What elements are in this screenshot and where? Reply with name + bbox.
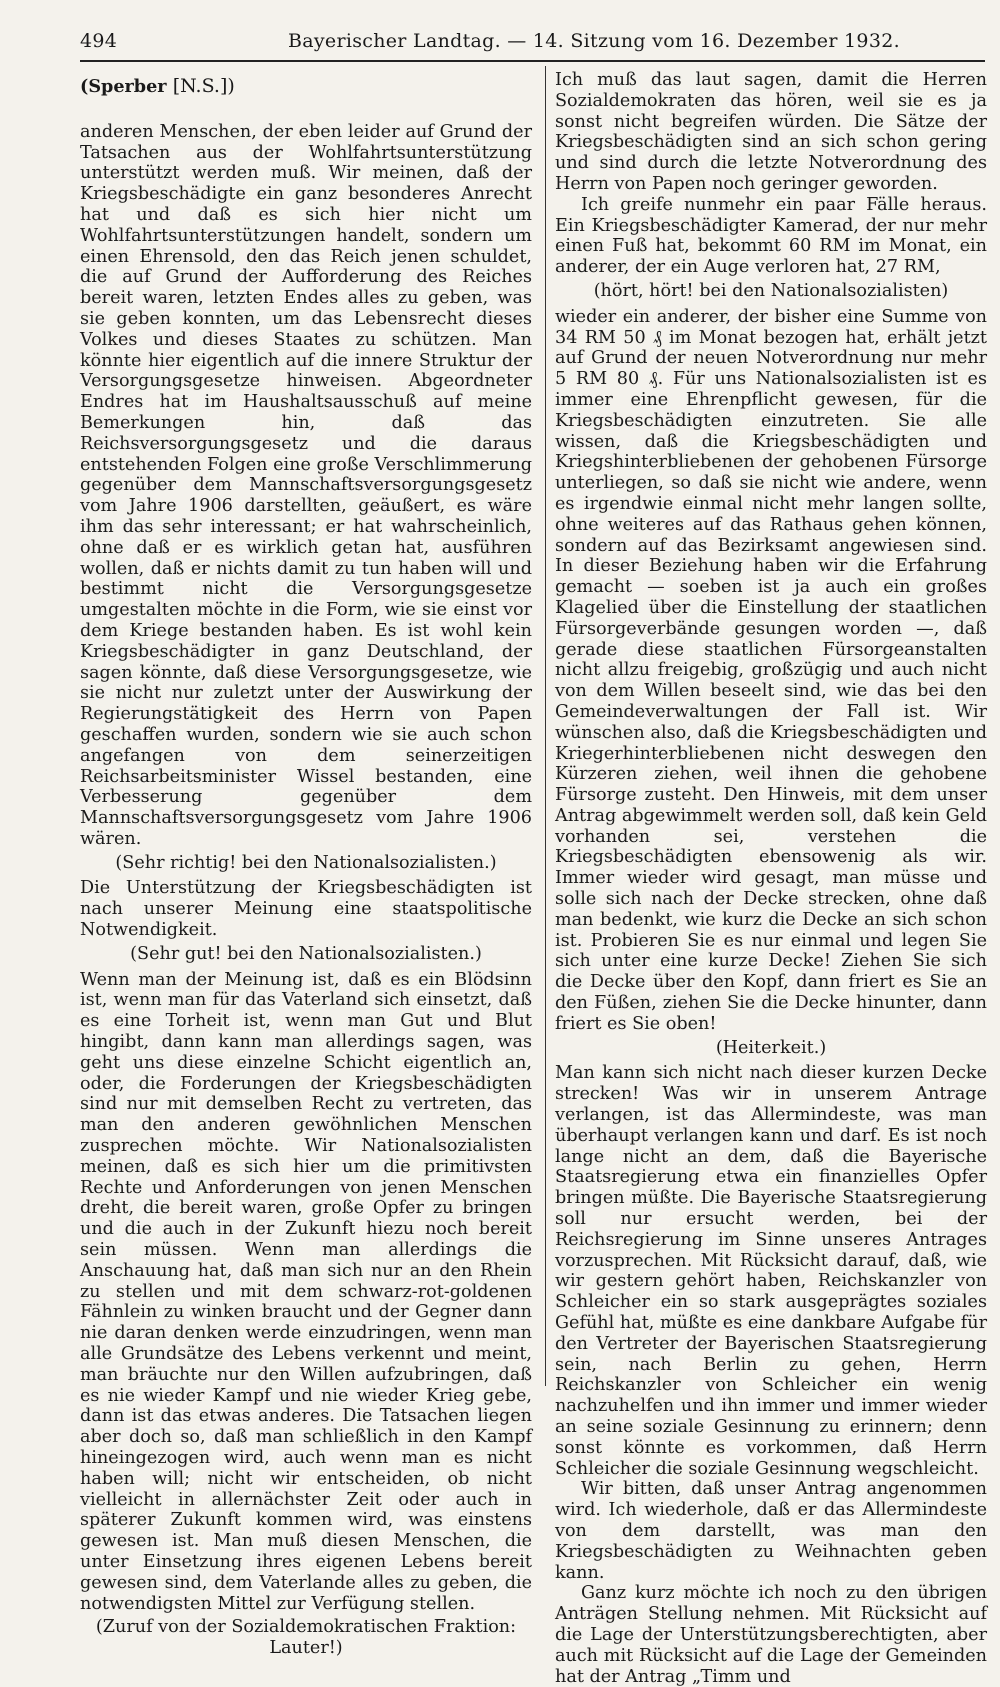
speaker-party: [N.S.]) xyxy=(172,75,235,97)
body-paragraph: Wenn man der Meinung ist, daß es ein Blödsinn ist, wenn man für das Vaterland sich einsetzt, daß es eine Torheit ist, wenn man Gut und Blut hingibt, dann kann man allerdings sagen, was geht uns diese einzelne Schicht eigentlich an, oder, die Forderungen der Kriegsbeschädigten sind nur mit demselben Recht zu vertreten, das man den anderen gewöhnlichen Menschen zusprechen möchte. Wir Nationalsozialisten meinen, daß es sich hier um die primitivsten Rechte und Anforderungen von jenen Menschen dreht, die bereit waren, große Opfer zu bringen und die auch in der Zukunft hiezu noch bereit sein müssen. Wenn man allerdings die Anschauung hat, daß man sich nur an den Rhein zu stellen und mit dem schwarz-rot-goldenen Fähnlein zu winken braucht und der Gegner dann nie daran denken werde einzudringen, wenn man alle Grundsätze des Lebens verkennt und meint, man bräuchte nur den Willen aufzubringen, daß es nie wieder Kampf und nie wieder Krieg gebe, dann ist das etwas anderes. Die Tatsachen liegen aber doch so, daß man schließlich in den Kampf hineingezogen wird, auch wenn man es nicht haben will; nicht wir entscheiden, ob nicht vielleicht in allernächster Zeit oder auch in späterer Zukunft kommen wird, was einstens gewesen ist. Man muß diesen Menschen, die unter Einsetzung ihres eigenen Lebens bereit gewesen sind, dem Vaterlande alles zu geben, die notwendigsten Mittel zur Verfügung stellen. xyxy=(80,969,532,1614)
interjection: (hört, hört! bei den Nationalsozialisten) xyxy=(593,280,949,301)
left-column xyxy=(80,70,532,1664)
interjection: (Sehr gut! bei den Nationalsozialisten.) xyxy=(130,943,482,964)
body-paragraph: anderen Menschen, der eben leider auf Grund der Tatsachen aus der Wohlfahrtsunterstützung unterstützt werden muß. Wir meinen, daß der Kriegsbeschädigte ein ganz besonderes Anrecht hat und daß es sich hier nicht um Wohlfahrtsunterstützungen handelt, sondern um einen Ehrensold, den das Reich jenen schuldet, die auf Grund der Aufforderung des Reiches bereit waren, letzten Endes alles zu geben, was sie geben konnten, um das Lebensrecht dieses Volkes und dieses Staates zu schützen. Man könnte hier eigentlich auf die innere Struktur der Versorgungsgesetze hinweisen. Abgeordneter Endres hat im Haushaltsausschuß auf meine Bemerkungen hin, daß das Reichsversorgungsgesetz und die daraus entstehenden Folgen eine große Verschlimmerung gegenüber dem Mannschaftsversorgungsgesetz vom Jahre 1906 darstellten, geäußert, es wäre ihm das sehr interessant; er hat wahrscheinlich, ohne daß er es wirklich getan hat, ausführen wollen, daß er nichts damit zu tun haben will und bestimmt nicht die Versorgungsgesetze umgestalten möchte in die Form, wie sie einst vor dem Kriege bestanden haben. Es ist wohl kein Kriegsbeschädigter in ganz Deutschland, der sagen könnte, daß diese Versorgungsgesetze, wie sie nicht nur zuletzt unter der Auswirkung der Regierungstätigkeit des Herrn von Papen geschaffen wurden, sondern wie sie auch schon angefangen von dem seinerzeitigen Reichsarbeitsminister Wissel bestanden, eine Verbesserung gegenüber dem Mannschaftsversorgungsgesetz vom Jahre 1906 wären. xyxy=(80,121,532,849)
header-rule xyxy=(80,60,985,62)
column-divider xyxy=(545,66,546,1386)
body-paragraph: Man kann sich nicht nach dieser kurzen Decke strecken! Was wir in unserem Antrage verlangen, ist das Allermindeste, was man überhaupt verlangen kann und darf. Es ist noch lange nicht an dem, daß die Bayerische Staatsregierung etwa ein finanzielles Opfer bringen müßte. Die Bayerische Staatsregierung soll nur ersucht werden, bei der Reichsregierung im Sinne unseres Antrages vorzusprechen. Mit Rücksicht darauf, daß, wie wir gestern gehört haben, Reichskanzler von Schleicher ein so stark ausgeprägtes soziales Gefühl hat, müßte es eine dankbare Aufgabe für den Vertreter der Bayerischen Staatsregierung sein, nach Berlin zu gehen, Herrn Reichskanzler von Schleicher ein wenig nachzuhelfen und ihn immer und immer wieder an seine soziale Gesinnung zu erinnern; denn sonst könnte es vorkommen, daß Herrn Schleicher die soziale Gesinnung wegschleicht. xyxy=(555,1063,987,1479)
right-column xyxy=(555,70,987,1687)
running-title: Bayerischer Landtag. — 14. Sitzung vom 16. Dezember 1932. xyxy=(288,30,900,52)
body-paragraph: Ich greife nunmehr ein paar Fälle heraus. Ein Kriegsbeschädigter Kamerad, der nur mehr einen Fuß hat, bekommt 60 RM im Monat, ein anderer, der ein Auge verloren hat, 27 RM, xyxy=(555,194,987,278)
body-paragraph: Die Unterstützung der Kriegsbeschädigten ist nach unserer Meinung eine staatspolitische Notwendigkeit. xyxy=(80,878,532,941)
interjection: (Heiterkeit.) xyxy=(715,1037,827,1058)
running-header xyxy=(80,30,985,56)
interjection: (Zuruf von der Sozialdemokratischen Fraktion: Lauter!) xyxy=(95,1617,517,1659)
body-paragraph: Wir bitten, daß unser Antrag angenommen wird. Ich wiederhole, daß er das Allermindeste von dem darstellt, was man den Kriegsbeschädigten zu Weihnachten geben kann. xyxy=(555,1479,987,1583)
page-number: 494 xyxy=(80,30,118,52)
speaker-heading xyxy=(80,76,532,98)
interjection: (Sehr richtig! bei den Nationalsozialisten.) xyxy=(115,852,497,873)
speaker-name: (Sperber xyxy=(80,76,167,97)
body-paragraph: wieder ein anderer, der bisher eine Summe von 34 RM 50 ₰ im Monat bezogen hat, erhält jetzt auf Grund der neuen Notverordnung nur mehr 5 RM 80 ₰. Für uns Nationalsozialisten ist es immer eine Ehrenpflicht gewesen, für die Kriegsbeschädigten einzutreten. Sie alle wissen, daß die Kriegsbeschädigten und Kriegshinterbliebenen der gehobenen Fürsorge unterliegen, so daß sie nicht wie andere, wenn es irgendwie einmal nicht mehr langen sollte, ohne weiteres auf das Rathaus gehen können, sondern auf das Bezirksamt angewiesen sind. In dieser Beziehung haben wir die Erfahrung gemacht — soeben ist ja auch ein großes Klagelied über die Einstellung der staatlichen Fürsorgeverbände gesungen worden —, daß gerade diese staatlichen Fürsorgeanstalten nicht allzu freigebig, großzügig und auch nicht von dem Willen beseelt sind, wie das bei den Gemeindeverwaltungen der Fall ist. Wir wünschen also, daß die Kriegsbeschädigten und Kriegerhinterbliebenen nicht deswegen den Kürzeren ziehen, weil ihnen die gehobene Fürsorge zusteht. Den Hinweis, mit dem unser Antrag abgewimmelt werden soll, daß kein Geld vorhanden sei, verstehen die Kriegsbeschädigten ebensowenig als wir. Immer wieder wird gesagt, man müsse und solle sich nach der Decke strecken, ohne daß man bedenkt, wie kurz die Decke an sich schon ist. Probieren Sie es nur einmal und legen Sie sich unter eine kurze Decke! Ziehen Sie sich die Decke über den Kopf, dann friert es Sie an den Füßen, ziehen Sie die Decke hinunter, dann friert es Sie oben! xyxy=(555,306,987,1034)
body-paragraph: Ganz kurz möchte ich noch zu den übrigen Anträgen Stellung nehmen. Mit Rücksicht auf die Lage der Unterstützungsberechtigten, aber auch mit Rücksicht auf die Lage der Gemeinden hat der Antrag „Timm und xyxy=(555,1583,987,1687)
body-paragraph: Ich muß das laut sagen, damit die Herren Sozialdemokraten das hören, weil sie es ja sonst nicht begreifen würden. Die Sätze der Kriegsbeschädigten sind an sich schon gering und sind durch die letzte Notverordnung des Herrn von Papen noch geringer geworden. xyxy=(555,70,987,194)
